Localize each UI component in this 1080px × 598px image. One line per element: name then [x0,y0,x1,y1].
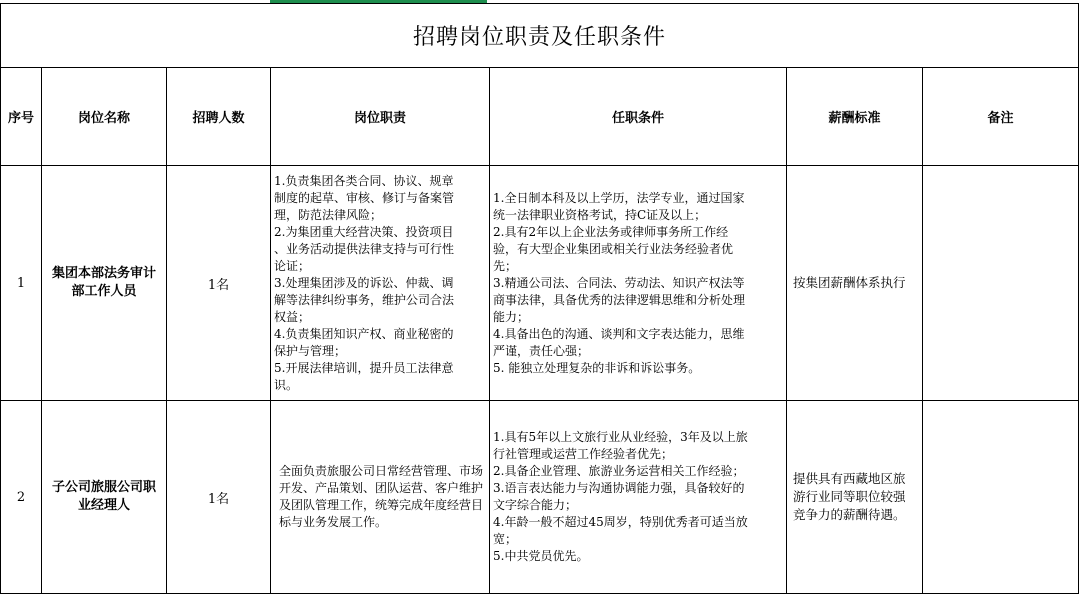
requirement-line: 宽； [493,532,518,546]
salary-standard: 按集团薪酬体系执行 [787,166,923,401]
requirements-cell [490,166,787,401]
duty-line: 1.负责集团各类合同、协议、规章 [274,173,454,188]
duty-line: 解等法律纠纷事务，维护公司合法 [274,292,455,307]
duty-line: 权益； [274,309,311,324]
requirement-line: 3.语言表达能力与沟通协调能力强，具备较好的 [493,481,745,495]
requirement-line: 4.具备出色的沟通、谈判和文字表达能力，思维 [493,326,745,341]
requirement-line: 验，有大型企业集团或相关行业法务经验者优 [493,241,734,256]
table-title: 招聘岗位职责及任职条件 [1,4,1079,68]
position-name: 集团本部法务审计部工作人员 [42,166,167,401]
header-position: 岗位名称 [42,68,167,166]
requirement-line: 商事法律，具备优秀的法律逻辑思维和分析处理 [493,292,746,307]
requirement-line: 1.具有5年以上文旅行业从业经验，3年及以上旅 [493,430,748,444]
remark-cell [923,401,1079,594]
duty-line: 4.负责集团知识产权、商业秘密的 [274,326,454,341]
requirements-cell [490,401,787,594]
header-headcount: 招聘人数 [167,68,271,166]
duty-line: 理，防范法律风险； [274,207,383,222]
headcount: 1名 [167,401,271,594]
requirement-line: 严谨，责任心强； [493,343,590,358]
row-index: 2 [1,401,42,594]
header-requirements: 任职条件 [490,68,787,166]
duty-line: 保护与管理； [274,343,347,358]
duties-cell: 全面负责旅服公司日常经营管理、市场开发、产品策划、团队运营、客户维护及团队管理工作，统筹完成年度经营目标与业务发展工作。 [271,401,490,594]
duty-line: 识。 [274,377,299,392]
remark-cell [923,166,1079,401]
header-duties: 岗位职责 [271,68,490,166]
table-row [1,166,1079,401]
duty-line: 3.处理集团涉及的诉讼、仲裁、调 [274,275,454,290]
duty-line: 论证； [274,258,311,273]
recruitment-table [0,3,1079,594]
requirement-line: 能力； [493,309,530,324]
position-name: 子公司旅服公司职业经理人 [42,401,167,594]
table-row [1,401,1079,594]
header-index: 序号 [1,68,42,166]
header-row [1,68,1079,166]
headcount: 1名 [167,166,271,401]
requirement-line: 1.全日制本科及以上学历，法学专业，通过国家 [493,190,745,205]
requirement-line: 3.精通公司法、合同法、劳动法、知识产权法等 [493,275,745,290]
requirement-line: 5. 能独立处理复杂的非诉和诉讼事务。 [493,360,701,375]
duty-line: 5.开展法律培训，提升员工法律意 [274,360,454,375]
duties-cell [271,166,490,401]
requirement-line: 先； [493,258,518,273]
requirement-line: 2.具备企业管理、旅游业务运营相关工作经验； [493,464,745,478]
duty-line: 、业务活动提供法律支持与可行性 [274,241,455,256]
requirement-line: 文字综合能力； [493,498,578,512]
row-index: 1 [1,166,42,401]
requirement-line: 行社管理或运营工作经验者优先； [493,447,674,461]
header-salary: 薪酬标准 [787,68,923,166]
requirement-line: 2.具有2年以上企业法务或律师事务所工作经 [493,224,729,239]
header-remark: 备注 [923,68,1079,166]
requirement-line: 统一法律职业资格考试，持C证及以上； [493,207,707,222]
requirement-line: 4.年龄一般不超过45周岁，特别优秀者可适当放 [493,515,748,529]
salary-standard: 提供具有西藏地区旅游行业同等职位较强竞争力的薪酬待遇。 [787,401,923,594]
duty-line: 2.为集团重大经营决策、投资项目 [274,224,454,239]
duty-line: 制度的起草、审核、修订与备案管 [274,190,455,205]
requirement-line: 5.中共党员优先。 [493,549,589,563]
